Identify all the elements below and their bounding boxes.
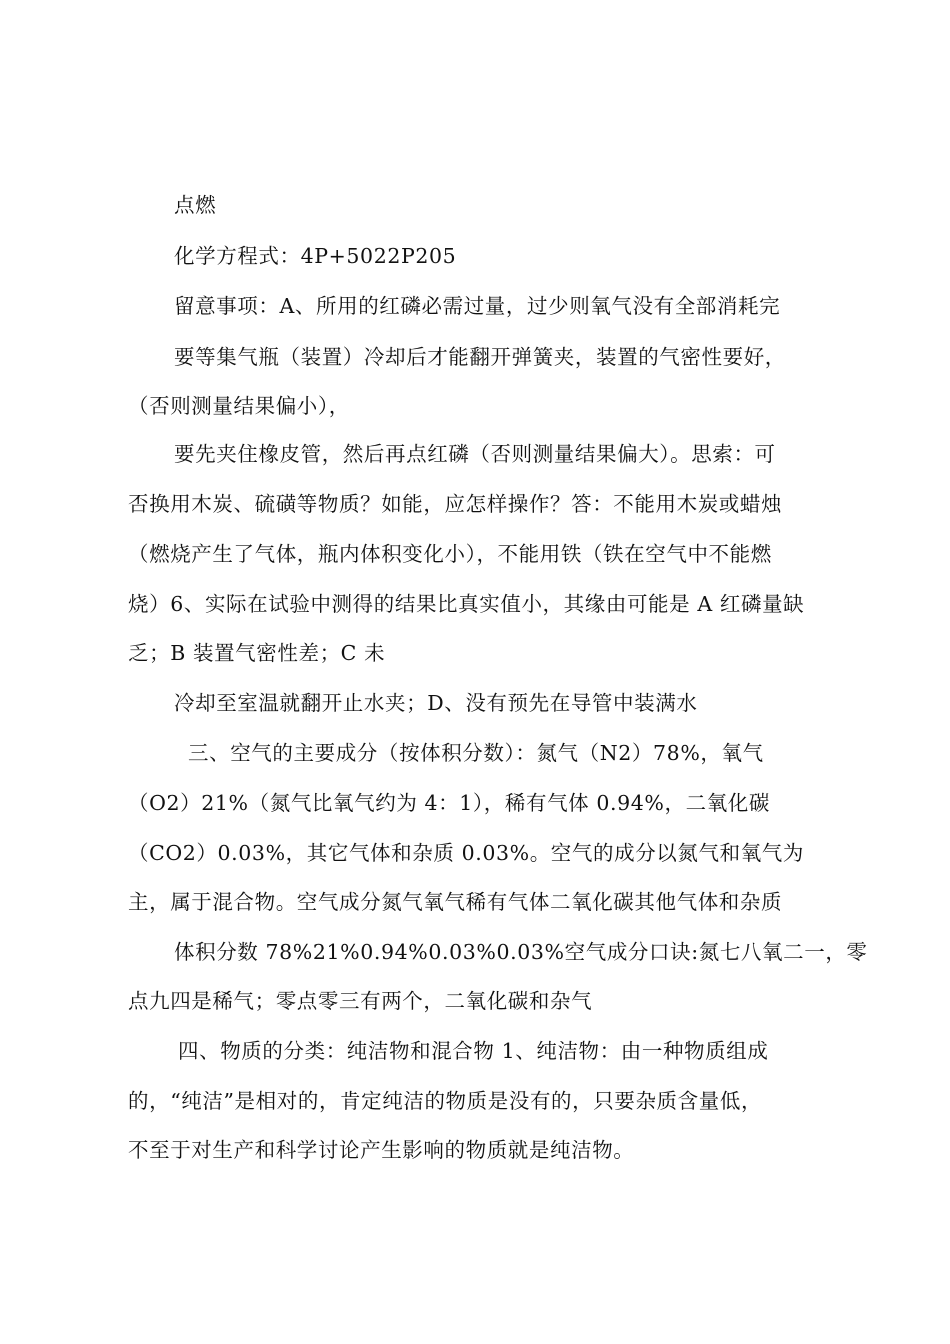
text-line: （燃烧产生了气体，瓶内体积变化小），不能用铁（铁在空气中不能燃 — [128, 542, 772, 566]
section-heading-line: 三、空气的主要成分（按体积分数）：氮气（N2）78%，氧气 — [188, 741, 764, 765]
text-line: 体积分数 78%21%0.94%0.03%0.03%空气成分口诀:氮七八氧二一，零 — [174, 940, 868, 964]
text-line: 点九四是稀气；零点零三有两个，二氧化碳和杂气 — [128, 989, 593, 1013]
text-line: 的，“纯洁”是相对的，肯定纯洁的物质是没有的，只要杂质含量低， — [128, 1089, 763, 1113]
text-line: 点燃 — [174, 193, 217, 217]
text-line: 冷却至室温就翻开止水夹；D、没有预先在导管中装满水 — [174, 691, 698, 715]
text-line: （否则测量结果偏小）， — [128, 394, 350, 418]
text-line: 乏；B 装置气密性差；C 未 — [128, 641, 386, 665]
text-line: （O2）21%（氮气比氧气约为 4：1），稀有气体 0.94%，二氧化碳 — [128, 791, 771, 815]
text-line: 化学方程式：4P+5022P205 — [174, 244, 457, 268]
text-line: 不至于对生产和科学讨论产生影响的物质就是纯洁物。 — [128, 1138, 635, 1162]
text-line: 留意事项：A、所用的红磷必需过量，过少则氧气没有全部消耗完 — [174, 294, 781, 318]
section-heading-line: 四、物质的分类：纯洁物和混合物 1、纯洁物：由一种物质组成 — [178, 1039, 769, 1063]
text-line: （CO2）0.03%，其它气体和杂质 0.03%。空气的成分以氮气和氧气为 — [128, 841, 804, 865]
text-line: 烧）6、实际在试验中测得的结果比真实值小，其缘由可能是 A 红磷量缺 — [128, 592, 805, 616]
text-line: 主，属于混合物。空气成分氮气氧气稀有气体二氧化碳其他气体和杂质 — [128, 890, 783, 914]
text-line: 要先夹住橡皮管，然后再点红磷（否则测量结果偏大）。思索：可 — [174, 442, 776, 466]
text-line: 否换用木炭、硫磺等物质？如能，应怎样操作？答：不能用木炭或蜡烛 — [128, 492, 783, 516]
text-line: 要等集气瓶（装置）冷却后才能翻开弹簧夹，装置的气密性要好， — [174, 345, 786, 369]
